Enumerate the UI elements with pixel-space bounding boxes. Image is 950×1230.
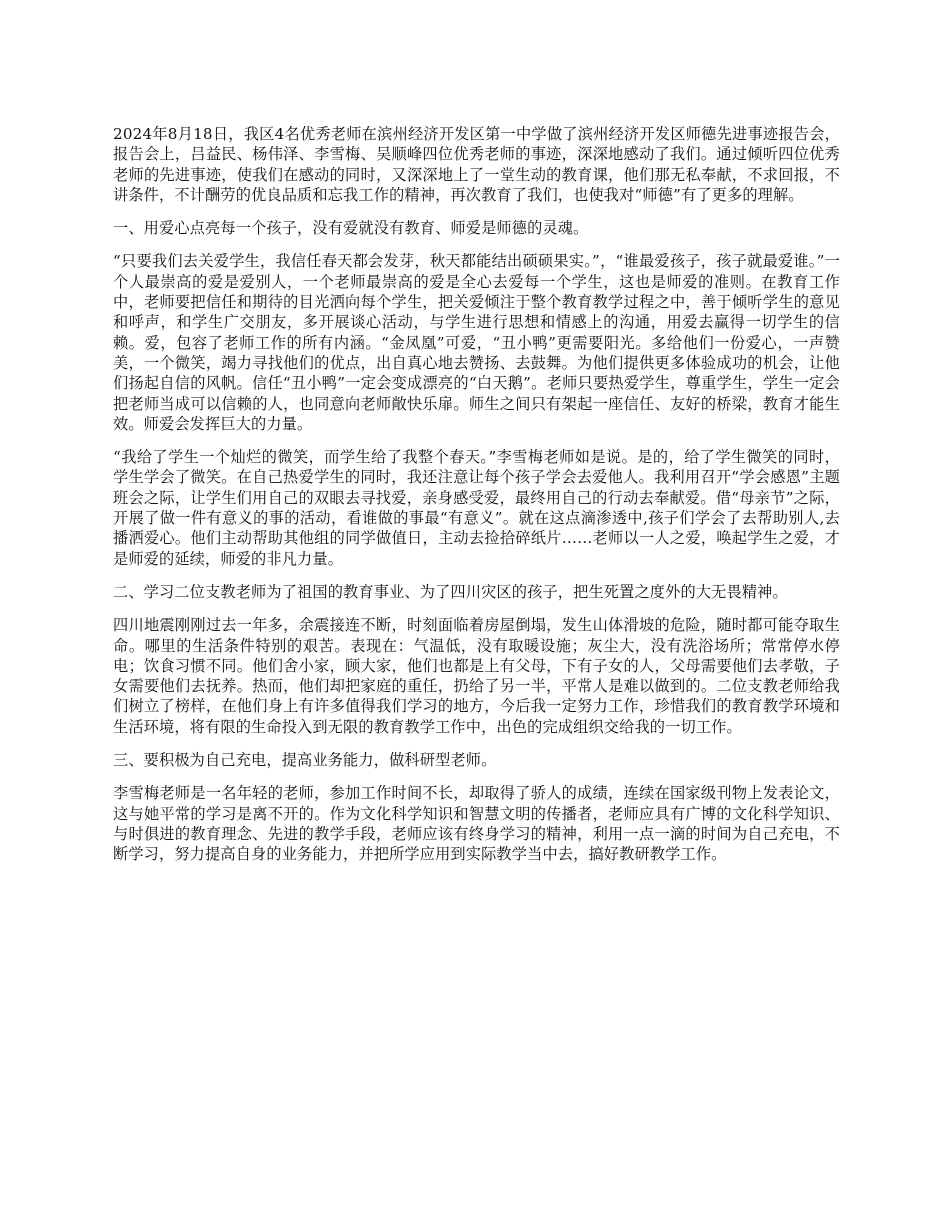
intro-paragraph: 2024年8月18日，我区4名优秀老师在滨州经济开发区第一中学做了滨州经济开发区师德先进事迹报告会，报告会上，吕益民、杨伟泽、李雪梅、吴顺峰四位优秀老师的事迹，深深地感动了我们。通过倾听四位优秀老师的先进事迹，使我们在感动的同时，又深深地上了一堂生动的教育课，他们那无私奉献，不求回报，不讲条件，不计酬劳的优良品质和忘我工作的精神，再次教育了我们，也使我对“师德”有了更多的理解。 bbox=[113, 125, 840, 204]
body-paragraph: 四川地震刚刚过去一年多，余震接连不断，时刻面临着房屋倒塌，发生山体滑坡的危险，随时都可能夺取生命。哪里的生活条件特别的艰苦。表现在：气温低，没有取暖设施；灰尘大，没有洗浴场所；常常停水停电；饮食习惯不同。他们舍小家，顾大家，他们也都是上有父母，下有子女的人，父母需要他们去孝敬，子女需要他们去抚养。热而，他们却把家庭的重任，扔给了另一半，平常人是难以做到的。二位支教老师给我们树立了榜样，在他们身上有许多值得我们学习的地方，今后我一定努力工作，珍惜我们的教育教学环境和生活环境，将有限的生命投入到无限的教育教学工作中，出色的完成组织交给我的一切工作。 bbox=[113, 616, 840, 736]
section-heading-2: 二、学习二位支教老师为了祖国的教育事业、为了四川灾区的孩子，把生死置之度外的大无畏精神。 bbox=[113, 582, 788, 601]
body-paragraph: “只要我们去关爱学生，我信任春天都会发芽，秋天都能结出硕硕果实。”，“谁最爱孩子，孩子就最爱谁。”一个人最崇高的爱是爱别人，一个老师最崇高的爱是全心去爱每一个学生，这也是师爱的准则。在教育工作中，老师要把信任和期待的目光洒向每个学生，把关爱倾注于整个教育教学过程之中，善于倾听学生的意见和呼声，和学生广交朋友，多开展谈心活动，与学生进行思想和情感上的沟通，用爱去赢得一切学生的信赖。爱，包容了老师工作的所有内涵。“金凤凰”可爱，“丑小鸭”更需要阳光。多给他们一份爱心，一声赞美，一个微笑，竭力寻找他们的优点，出自真心地去赞扬、去鼓舞。为他们提供更多体验成功的机会，让他们扬起自信的风帆。信任“丑小鸭”一定会变成漂亮的“白天鹅”。老师只要热爱学生，尊重学生，学生一定会把老师当成可以信赖的人，也同意向老师敞快乐扉。师生之间只有架起一座信任、友好的桥梁，教育才能生效。师爱会发挥巨大的力量。 bbox=[113, 252, 840, 433]
document-body bbox=[113, 124, 840, 878]
section-heading-3: 三、要积极为自己充电，提高业务能力，做科研型老师。 bbox=[113, 751, 497, 770]
body-paragraph: 李雪梅老师是一名年轻的老师，参加工作时间不长，却取得了骄人的成绩，连续在国家级刊物上发表论文，这与她平常的学习是离不开的。作为文化科学知识和智慧文明的传播者，老师应具有广博的文化科学知识、与时俱进的教育理念、先进的教学手段，老师应该有终身学习的精神，利用一点一滴的时间为自己充电，不断学习，努力提高自身的业务能力，并把所学应用到实际教学当中去，搞好教研教学工作。 bbox=[113, 784, 840, 864]
body-paragraph: “我给了学生一个灿烂的微笑，而学生给了我整个春天。”李雪梅老师如是说。是的，给了学生微笑的同时，学生学会了微笑。在自己热爱学生的同时，我还注意让每个孩子学会去爱他人。我利用召开“学会感恩”主题班会之际，让学生们用自己的双眼去寻找爱，亲身感受爱，最终用自己的行动去奉献爱。借“母亲节”之际，开展了做一件有意义的事的活动，看谁做的事最“有意义”。就在这点滴渗透中,孩子们学会了去帮助别人,去播洒爱心。他们主动帮助其他组的同学做值日，主动去捡拾碎纸片……老师以一人之爱，唤起学生之爱，才是师爱的延续，师爱的非凡力量。 bbox=[113, 448, 840, 568]
section-heading-1: 一、用爱心点亮每一个孩子，没有爱就没有教育、师爱是师德的灵魂。 bbox=[113, 219, 589, 238]
